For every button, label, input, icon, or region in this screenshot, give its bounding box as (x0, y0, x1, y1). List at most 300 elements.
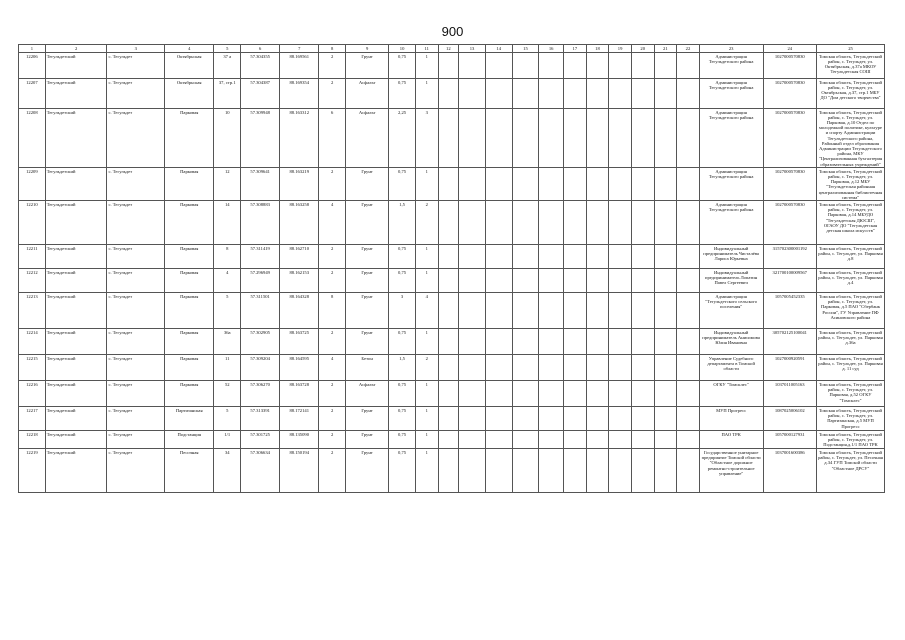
table-cell: 0,75 (389, 269, 416, 293)
column-header: 4 (165, 45, 214, 53)
table-cell (485, 269, 512, 293)
table-cell (677, 355, 700, 381)
table-cell (677, 381, 700, 407)
table-cell (438, 245, 459, 269)
table-cell: Томская область, Тегульдетский район, с. Тегульдет, ул. Парковая, д.10 Отдел по молодежной политике, культуре и спорту Администрации Тегульдетского района, Районный отдел образования Администрации Тегульдетского района, МКУ "Централизованная бухгалтерия образовательных учреждений" (816, 109, 884, 168)
table-cell: 1027000570830 (763, 201, 816, 245)
table-cell: Парковая (165, 201, 214, 245)
table-cell: Парковая (165, 245, 214, 269)
table-cell (677, 53, 700, 79)
table-cell: Управление Судебного департамента в Томской области (699, 355, 763, 381)
table-cell (631, 381, 654, 407)
column-header: 22 (677, 45, 700, 53)
table-cell: Грунт (346, 407, 389, 431)
table-cell (485, 53, 512, 79)
table-cell: 12217 (19, 407, 46, 431)
table-cell (586, 79, 609, 109)
table-cell: 4 (415, 293, 438, 329)
table-cell: Грунт (346, 269, 389, 293)
table-cell (631, 407, 654, 431)
table-cell (654, 201, 677, 245)
table-cell: 88.163219 (280, 168, 319, 201)
table-cell: 1027000920591 (763, 355, 816, 381)
table-cell: 0,75 (389, 53, 416, 79)
table-cell: 1 (415, 329, 438, 355)
table-cell (512, 201, 539, 245)
table-cell: с. Тегульдет (107, 329, 165, 355)
column-header: 9 (346, 45, 389, 53)
table-cell (459, 168, 486, 201)
table-cell: 4 (319, 201, 346, 245)
table-cell: ПАО ТРК (699, 431, 763, 449)
table-cell (654, 245, 677, 269)
table-cell: 1 (415, 245, 438, 269)
table-cell: 2 (415, 355, 438, 381)
table-cell (539, 201, 564, 245)
table-cell: 1087025006102 (763, 407, 816, 431)
table-cell: Индивидуальный предприниматель Анисимова Юлия Ивановна (699, 329, 763, 355)
table-cell: 57.313391 (241, 407, 280, 431)
table-cell (539, 355, 564, 381)
table-cell (564, 109, 587, 168)
table-cell: Грунт (346, 329, 389, 355)
table-cell: 1 (415, 168, 438, 201)
table-cell: 8 (214, 245, 241, 269)
table-cell (631, 168, 654, 201)
table-cell: 12206 (19, 53, 46, 79)
table-cell: Грунт (346, 201, 389, 245)
table-cell (512, 381, 539, 407)
table-cell: 88.162710 (280, 245, 319, 269)
table-cell (539, 329, 564, 355)
table-cell: Томская область, Тегульдетский район, с. Тегульдет, ул. Подстанция,д.1/1 ПАО ТРК (816, 431, 884, 449)
table-cell (512, 168, 539, 201)
table-cell: 1027000570830 (763, 168, 816, 201)
table-cell: Грунт (346, 53, 389, 79)
table-cell: Партизанская (165, 407, 214, 431)
table-cell (539, 293, 564, 329)
table-cell: 2 (319, 269, 346, 293)
table-cell: 5 (214, 407, 241, 431)
table-cell: 0,75 (389, 381, 416, 407)
table-cell: 88.164595 (280, 355, 319, 381)
column-header: 1 (19, 45, 46, 53)
table-cell (512, 431, 539, 449)
table-cell: 2 (319, 168, 346, 201)
table-cell (485, 431, 512, 449)
table-cell: 1 (415, 449, 438, 493)
table-cell: 57.302905 (241, 329, 280, 355)
table-cell: Грунт (346, 168, 389, 201)
table-cell: 4 (214, 269, 241, 293)
table-cell: 2 (319, 449, 346, 493)
table-cell (485, 201, 512, 245)
table-cell (539, 431, 564, 449)
table-cell: Грунт (346, 293, 389, 329)
table-cell: 57.308883 (241, 201, 280, 245)
table-cell: 1037011005163 (763, 381, 816, 407)
table-cell: 1/1 (214, 431, 241, 449)
table-cell: 1027000570830 (763, 109, 816, 168)
column-header: 15 (512, 45, 539, 53)
table-cell (586, 449, 609, 493)
table-cell: 12216 (19, 381, 46, 407)
table-cell (586, 407, 609, 431)
table-cell (564, 269, 587, 293)
table-cell: Томская область, Тегульдетский район, с. Тегульдет, ул. Октябрьская, д.37, стр.1 МБУ ДО "Дом детского творчества" (816, 79, 884, 109)
table-cell (512, 293, 539, 329)
page-number: 900 (441, 24, 464, 39)
table-cell (459, 53, 486, 79)
table-cell: 2 (415, 201, 438, 245)
table-cell: 37 а (214, 53, 241, 79)
table-cell: Парковая (165, 293, 214, 329)
table-cell (586, 269, 609, 293)
table-cell: Администрация Тегульдетского района (699, 109, 763, 168)
table-row (19, 293, 885, 329)
table-cell: Песочная (165, 449, 214, 493)
table-cell: 0,75 (389, 245, 416, 269)
table-cell: 0,75 (389, 407, 416, 431)
table-row (19, 109, 885, 168)
table-cell: Парковая (165, 381, 214, 407)
table-cell (539, 109, 564, 168)
table-cell (539, 269, 564, 293)
table-cell (459, 449, 486, 493)
table-cell: с. Тегульдет (107, 449, 165, 493)
table-cell (609, 201, 632, 245)
table-cell (438, 293, 459, 329)
table-cell: с. Тегульдет (107, 168, 165, 201)
table-cell: 1057000127931 (763, 431, 816, 449)
table-cell: Администрация "Тегульдетского сельского поселения" (699, 293, 763, 329)
data-table (18, 44, 885, 493)
table-cell: 0,75 (389, 79, 416, 109)
table-cell: 1 (415, 381, 438, 407)
table-cell: 1,5 (389, 201, 416, 245)
table-cell: 88.163728 (280, 381, 319, 407)
table-cell (512, 245, 539, 269)
table-cell: 12212 (19, 269, 46, 293)
table-cell: 37, стр.1 (214, 79, 241, 109)
table-cell: 57.306634 (241, 449, 280, 493)
table-cell: Подстанция (165, 431, 214, 449)
table-cell: 3 (415, 109, 438, 168)
table-cell: 34 (214, 449, 241, 493)
table-cell (564, 53, 587, 79)
column-header: 2 (45, 45, 107, 53)
table-cell: 12210 (19, 201, 46, 245)
table-cell: 2 (319, 79, 346, 109)
table-cell (631, 269, 654, 293)
column-header: 25 (816, 45, 884, 53)
table-row (19, 269, 885, 293)
table-cell: 1 (415, 53, 438, 79)
table-cell (609, 168, 632, 201)
table-cell: 0,75 (389, 168, 416, 201)
table-cell: 57.311501 (241, 293, 280, 329)
table-cell: 88.163258 (280, 201, 319, 245)
table-cell: 14 (214, 201, 241, 245)
table-cell (609, 431, 632, 449)
table-cell (586, 355, 609, 381)
table-cell (459, 355, 486, 381)
table-cell: 12219 (19, 449, 46, 493)
table-cell (459, 269, 486, 293)
table-cell: Грунт (346, 431, 389, 449)
column-header: 10 (389, 45, 416, 53)
table-cell (564, 407, 587, 431)
table-cell: Тегульдетский (45, 431, 107, 449)
table-cell (459, 381, 486, 407)
table-cell: Томская область, Тегульдетский район, с. Тегульдет, ул. Октябрьская, д.37а МКОУ Тегульдетская СОШ (816, 53, 884, 79)
table-cell (586, 329, 609, 355)
table-cell (485, 355, 512, 381)
table-cell: Асфальт (346, 381, 389, 407)
table-cell (438, 53, 459, 79)
table-cell (677, 79, 700, 109)
column-header: 23 (699, 45, 763, 53)
table-cell: Тегульдетский (45, 381, 107, 407)
table-cell (654, 168, 677, 201)
table-cell (512, 449, 539, 493)
table-cell (512, 329, 539, 355)
table-cell (586, 431, 609, 449)
column-header: 21 (654, 45, 677, 53)
table-cell (677, 449, 700, 493)
table-cell: 52 (214, 381, 241, 407)
table-cell: 12211 (19, 245, 46, 269)
table-cell (512, 407, 539, 431)
table-cell: 11 (214, 355, 241, 381)
table-cell (485, 329, 512, 355)
table-cell: Тегульдетский (45, 53, 107, 79)
table-cell (438, 109, 459, 168)
table-cell: 57.309204 (241, 355, 280, 381)
table-cell: Томская область, Тегульдетский район, с. Тегульдет, ул. Парковая, д.5 ПАО "Сбербанк России", ГУ Управление ПФ Асиновского района (816, 293, 884, 329)
column-header: 14 (485, 45, 512, 53)
table-cell (654, 269, 677, 293)
table-cell: Томская область, Тегульдетский район, с. Тегульдет, ул. Песочная д.34 ГУП Томской области "Областное ДРСУ" (816, 449, 884, 493)
column-header: 11 (415, 45, 438, 53)
table-cell: 88.172141 (280, 407, 319, 431)
table-cell: 1,5 (389, 355, 416, 381)
table-cell: 1057005452335 (763, 293, 816, 329)
table-cell: с. Тегульдет (107, 201, 165, 245)
table-cell: 88.169354 (280, 79, 319, 109)
table-cell: 0,75 (389, 449, 416, 493)
table-cell (631, 329, 654, 355)
table-cell (609, 109, 632, 168)
table-cell: Тегульдетский (45, 168, 107, 201)
table-cell: Октябрьская (165, 79, 214, 109)
table-cell (564, 329, 587, 355)
table-cell (586, 53, 609, 79)
column-header: 8 (319, 45, 346, 53)
table-cell: 12208 (19, 109, 46, 168)
table-cell: Томская область, Тегульдетский район, с. Тегульдет, ул. Парковая д.36а (816, 329, 884, 355)
table-cell (677, 431, 700, 449)
table-cell (485, 109, 512, 168)
table-cell: 88.169561 (280, 53, 319, 79)
table-cell: Индивидуальный предприниматель Лопатин Павел Сергеевич (699, 269, 763, 293)
table-cell: Тегульдетский (45, 245, 107, 269)
table-cell (459, 109, 486, 168)
table-cell: Государственное унитарное предприятие Томской области "Областное дорожное ремонтно-строительное управление" (699, 449, 763, 493)
table-cell: Асфальт (346, 79, 389, 109)
table-cell (564, 168, 587, 201)
table-cell (438, 381, 459, 407)
table-cell: Грунт (346, 245, 389, 269)
table-cell: Тегульдетский (45, 269, 107, 293)
table-cell: 36а (214, 329, 241, 355)
column-header: 24 (763, 45, 816, 53)
table-cell (586, 293, 609, 329)
table-cell (564, 381, 587, 407)
table-cell (438, 201, 459, 245)
column-header: 13 (459, 45, 486, 53)
table-cell (564, 449, 587, 493)
table-cell (609, 329, 632, 355)
header-row (19, 45, 885, 53)
table-cell (539, 53, 564, 79)
table-cell: 57.309641 (241, 168, 280, 201)
table-cell: 12218 (19, 431, 46, 449)
table-cell: 88.135090 (280, 431, 319, 449)
table-cell (564, 355, 587, 381)
table-cell (564, 201, 587, 245)
table-cell: Парковая (165, 109, 214, 168)
table-cell (654, 53, 677, 79)
table-cell: 0,75 (389, 431, 416, 449)
table-cell: Парковая (165, 269, 214, 293)
table-cell (609, 449, 632, 493)
table-cell (586, 201, 609, 245)
table-cell: 0,75 (389, 329, 416, 355)
table-cell (485, 293, 512, 329)
table-cell (631, 109, 654, 168)
table-cell (677, 293, 700, 329)
column-header: 12 (438, 45, 459, 53)
column-header: 17 (564, 45, 587, 53)
table-cell: 3 (389, 293, 416, 329)
table-cell: с. Тегульдет (107, 431, 165, 449)
table-cell (485, 449, 512, 493)
table-row (19, 355, 885, 381)
table-cell: Тегульдетский (45, 109, 107, 168)
table-cell (631, 431, 654, 449)
table-cell (485, 79, 512, 109)
table-cell: Индивидуальный предприниматель Чисталёва Лариса Юрьевна (699, 245, 763, 269)
table-cell (609, 293, 632, 329)
table-cell (586, 109, 609, 168)
column-header: 7 (280, 45, 319, 53)
column-header: 18 (586, 45, 609, 53)
table-cell (438, 168, 459, 201)
table-cell: 12 (214, 168, 241, 201)
table-cell: Тегульдетский (45, 329, 107, 355)
table-cell: Томская область, Тегульдетский район, с. Тегульдет, ул. Парковая, д.14 МБУДО "Тегульдетская ДЮСШ", ОГАОУ ДО "Тегульдетская детская школа искусств" (816, 201, 884, 245)
table-cell (677, 329, 700, 355)
table-cell: с. Тегульдет (107, 109, 165, 168)
table-cell: 57.304355 (241, 53, 280, 79)
column-header: 19 (609, 45, 632, 53)
table-cell (586, 168, 609, 201)
table-cell: Бетон (346, 355, 389, 381)
table-cell (512, 109, 539, 168)
column-header: 6 (241, 45, 280, 53)
table-cell: 1 (415, 407, 438, 431)
table-cell: 10 (214, 109, 241, 168)
column-header: 20 (631, 45, 654, 53)
table-cell (438, 449, 459, 493)
table-cell: Тегульдетский (45, 355, 107, 381)
table-cell: Администрация Тегульдетского района (699, 168, 763, 201)
table-cell (438, 431, 459, 449)
table-cell: с. Тегульдет (107, 53, 165, 79)
table-cell: с. Тегульдет (107, 269, 165, 293)
table-cell: 321700100009567 (763, 269, 816, 293)
table-cell: 12214 (19, 329, 46, 355)
table-cell: Грунт (346, 449, 389, 493)
table-cell (438, 355, 459, 381)
table-cell: с. Тегульдет (107, 79, 165, 109)
table-cell: Тегульдетский (45, 293, 107, 329)
table-cell: 2 (319, 431, 346, 449)
table-cell (654, 293, 677, 329)
table-cell (654, 355, 677, 381)
table-cell: 2 (319, 245, 346, 269)
table-cell (609, 245, 632, 269)
table-cell: Томская область, Тегульдетский район, с. Тегульдет, ул. Парковая д. 11 суд (816, 355, 884, 381)
table-cell: 315702300001192 (763, 245, 816, 269)
table-cell: 57.309948 (241, 109, 280, 168)
table-cell: Асфальт (346, 109, 389, 168)
table-cell: Администрация Тегульдетского района (699, 53, 763, 79)
table-cell (539, 79, 564, 109)
table-cell (564, 79, 587, 109)
table-cell (631, 293, 654, 329)
table-row (19, 329, 885, 355)
table-cell: 2 (319, 381, 346, 407)
table-cell: Тегульдетский (45, 407, 107, 431)
table-cell (654, 79, 677, 109)
table-cell (539, 168, 564, 201)
table-cell: 1 (415, 431, 438, 449)
table-cell (539, 449, 564, 493)
table-cell: 12213 (19, 293, 46, 329)
table-cell (609, 79, 632, 109)
table-cell (609, 355, 632, 381)
table-cell: 12209 (19, 168, 46, 201)
table-cell: 57.301725 (241, 431, 280, 449)
column-header: 16 (539, 45, 564, 53)
table-row (19, 449, 885, 493)
table-cell: 2,25 (389, 109, 416, 168)
table-row (19, 431, 885, 449)
table-cell (654, 329, 677, 355)
table-cell (459, 329, 486, 355)
table-cell: 1 (415, 79, 438, 109)
table-cell: 2 (319, 407, 346, 431)
table-cell: Томская область, Тегульдетский район, с. Тегульдет, ул. Парковая, д.12 МБУ "Тегульдетская районная централизованная библиотечная система" (816, 168, 884, 201)
table-cell (609, 53, 632, 79)
table-cell (631, 355, 654, 381)
table-row (19, 79, 885, 109)
table-cell: Администрация Тегульдетского района (699, 79, 763, 109)
table-cell: Томская область, Тегульдетский район, с. Тегульдет, ул. Партизанская, д.5 МУП Прогресс (816, 407, 884, 431)
table-cell (438, 269, 459, 293)
